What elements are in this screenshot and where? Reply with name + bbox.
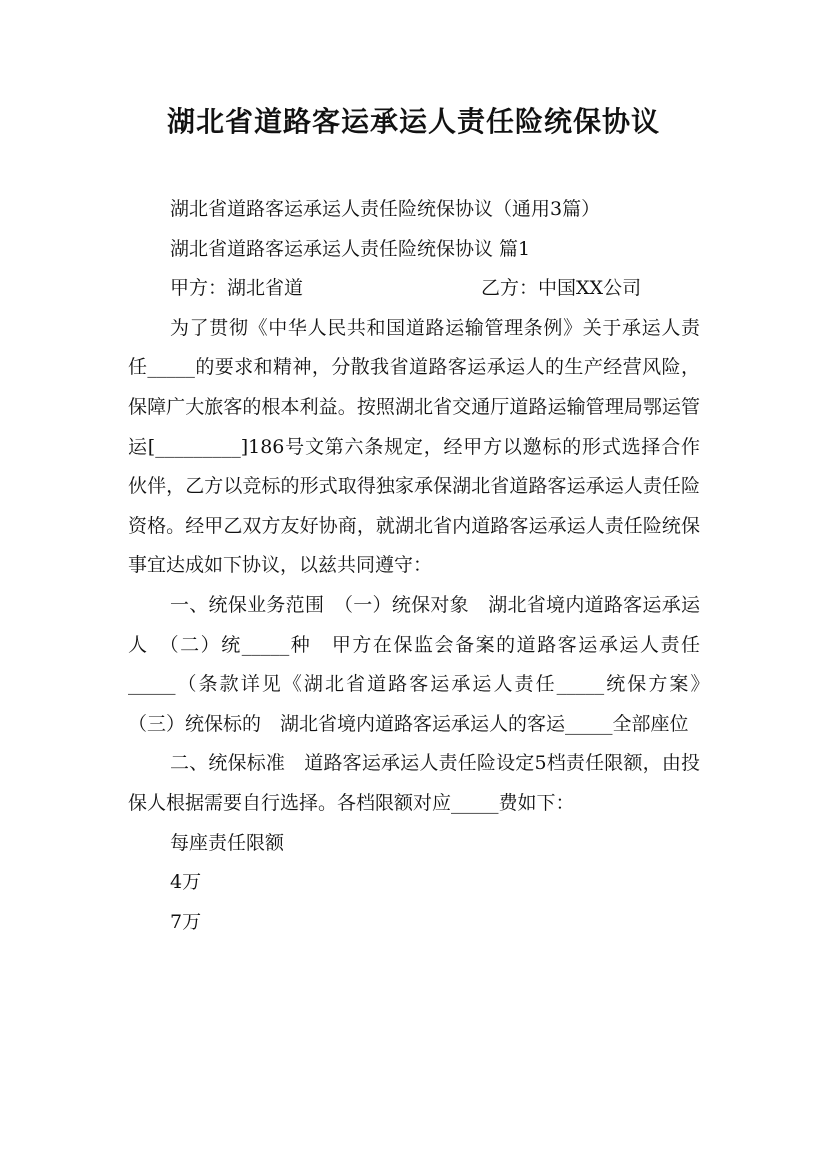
party-a: 甲方：湖北省道: [170, 277, 304, 300]
document-body: [128, 190, 720, 942]
party-b: 乙方：中国XX公司: [481, 277, 642, 300]
limit-row-1: 4万: [170, 871, 202, 894]
paragraph-scope: 一、统保业务范围 （一）统保对象 湖北省境内道路客运承运人 （二）统_____种 甲方在保监会备案的道路客运承运人责任_____（条款详见《湖北省道路客运承运人责任_____统保方案》 （三）统保标的 湖北省境内道路客运承运人的客运_____全部座位: [128, 593, 720, 735]
limit-row-2: 7万: [170, 910, 202, 933]
document-title: 湖北省道路客运承运人责任险统保协议: [166, 105, 660, 138]
document-subtitle: 湖北省道路客运承运人责任险统保协议（通用3篇）: [170, 198, 601, 220]
parties-line: [128, 269, 700, 309]
section-heading: 湖北省道路客运承运人责任险统保协议 篇1: [170, 237, 531, 260]
paragraph-purpose: 为了贯彻《中华人民共和国道路运输管理条例》关于承运人责任_____的要求和精神，分散我省道路客运承运人的生产经营风险，保障广大旅客的根本利益。按照湖北省交通厅道路运输管理局鄂运管运[_________]186号文第六条规定，经甲方以邀标的形式选择合作伙伴，乙方以竞标的形式取得独家承保湖北省道路客运承运人责任险资格。经甲乙双方友好协商，就湖北省内道路客运承运人责任险统保事宜达成如下协议，以兹共同遵守：: [128, 316, 700, 577]
limit-table-header: 每座责任限额: [170, 831, 285, 854]
paragraph-standard: 二、统保标准 道路客运承运人责任险设定5档责任限额，由投保人根据需要自行选择。各档限额对应_____费如下：: [128, 752, 700, 814]
